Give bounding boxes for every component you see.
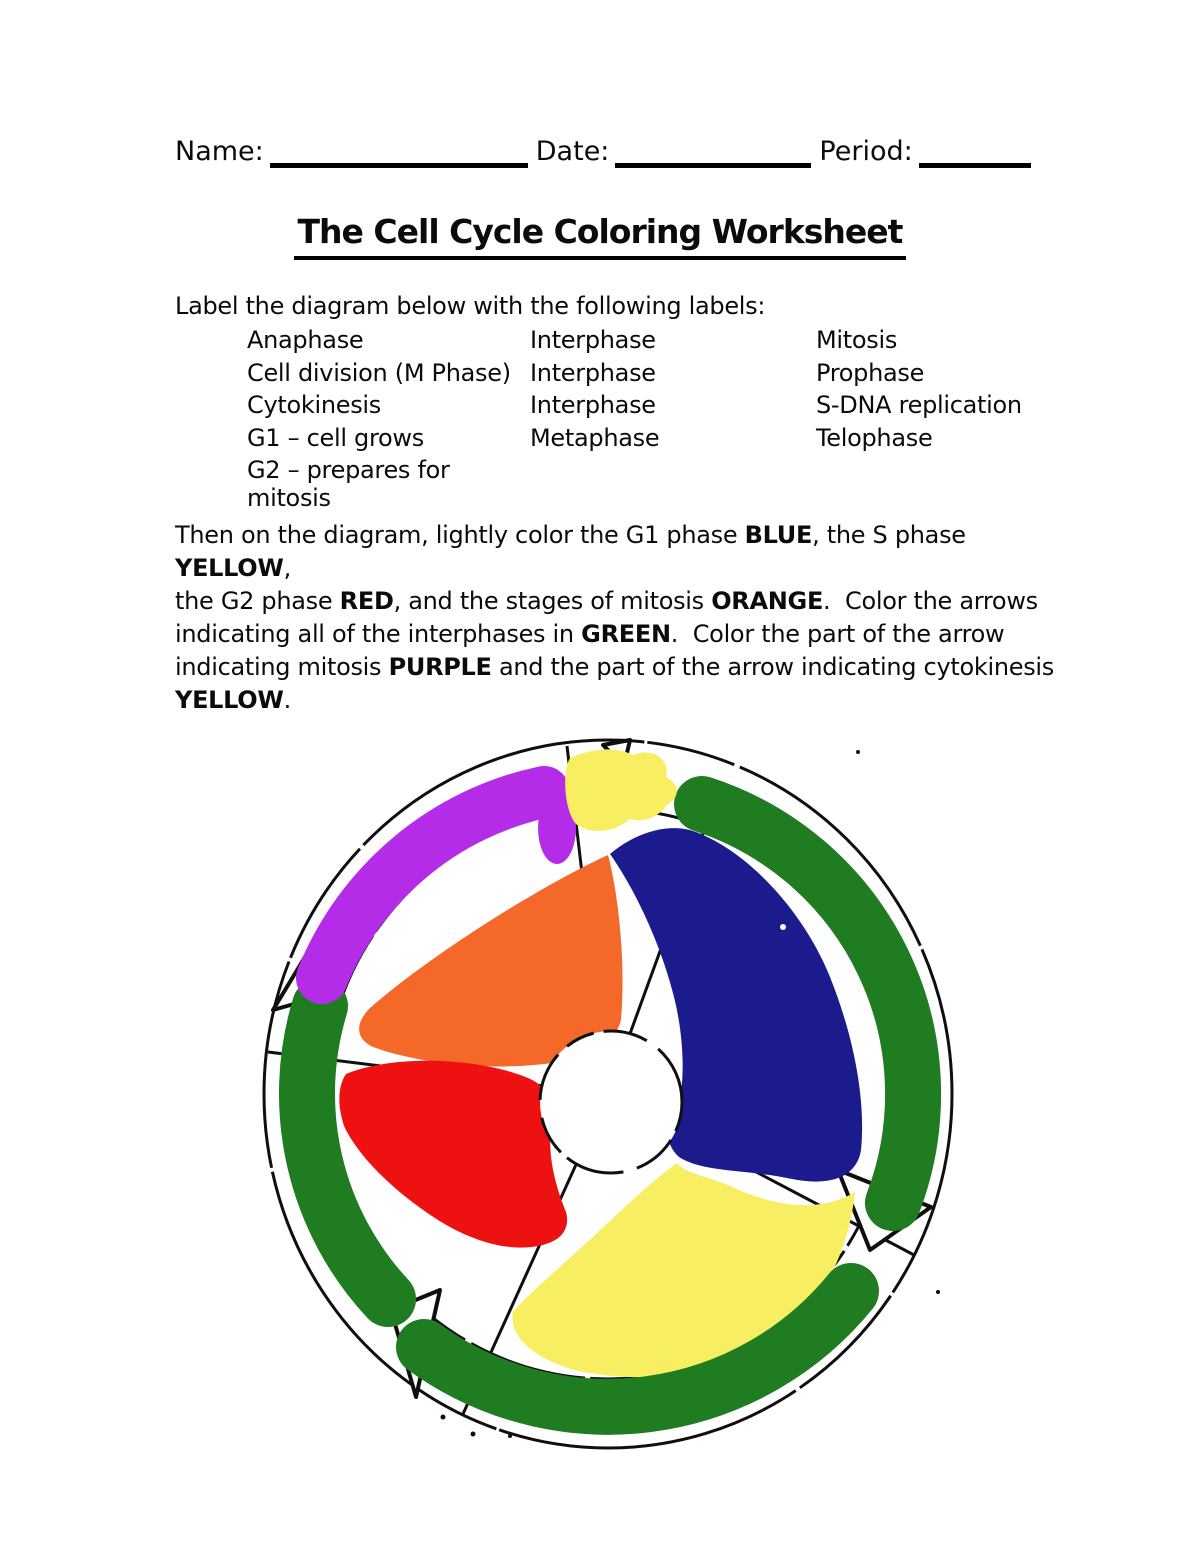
label-item: Telophase xyxy=(816,423,933,452)
period-blank[interactable] xyxy=(919,137,1031,168)
label-item: Anaphase xyxy=(247,326,364,354)
label-item: S-DNA replication xyxy=(816,391,1022,420)
header-fill-in-row xyxy=(175,136,1039,168)
instr-text: and the part of the arrow indicating cytokinesis xyxy=(491,653,1054,681)
instr-text: the G2 phase xyxy=(175,587,340,615)
instr-text: . Color the arrows xyxy=(823,587,1038,615)
name-blank[interactable] xyxy=(270,137,528,168)
coloring-instructions xyxy=(175,519,1075,717)
g2-phase-region xyxy=(339,1061,567,1248)
label-item: Interphase xyxy=(530,326,656,354)
page-title: The Cell Cycle Coloring Worksheet xyxy=(294,212,907,260)
label-item: Interphase xyxy=(530,358,656,387)
label-item: Metaphase xyxy=(530,423,660,452)
label-item: Interphase xyxy=(530,391,656,420)
instr-text: indicating mitosis xyxy=(175,653,389,681)
instr-bold-green: GREEN xyxy=(581,620,671,648)
period-label: Period: xyxy=(819,136,913,167)
instr-bold-orange: ORANGE xyxy=(711,587,824,615)
label-item: Cytokinesis xyxy=(247,391,381,420)
instr-text: . xyxy=(283,686,291,714)
date-label: Date: xyxy=(535,136,610,167)
label-item: Mitosis xyxy=(816,326,898,354)
instr-text: indicating all of the interphases in xyxy=(175,620,582,648)
label-item: Cell division (M Phase) xyxy=(247,358,511,387)
label-item: G2 – prepares for mitosis xyxy=(247,456,450,513)
label-item: Prophase xyxy=(816,358,925,387)
instr-text: Then on the diagram, lightly color the G1 phase xyxy=(175,521,745,549)
instr-bold-purple: PURPLE xyxy=(388,653,492,681)
instr-text: , the S phase xyxy=(812,521,974,549)
center-circle xyxy=(540,1031,682,1173)
cytokinesis-arrow-yellow xyxy=(565,749,677,831)
instr-text: , xyxy=(283,554,291,582)
instr-text: , and the stages of mitosis xyxy=(393,587,712,615)
instr-bold-blue: BLUE xyxy=(744,521,813,549)
instr-bold-yellow2: YELLOW xyxy=(175,686,284,714)
instr-text: . Color the part of the arrow xyxy=(670,620,1005,648)
pinhole-dot xyxy=(780,924,786,930)
instr-bold-yellow: YELLOW xyxy=(175,554,284,582)
title-row xyxy=(0,212,1200,260)
labels-grid xyxy=(247,326,1116,513)
labels-intro: Label the diagram below with the following labels: xyxy=(175,292,766,320)
instr-bold-red: RED xyxy=(339,587,394,615)
label-item: G1 – cell grows xyxy=(247,423,424,452)
date-blank[interactable] xyxy=(615,137,811,168)
name-label: Name: xyxy=(175,136,264,167)
cell-cycle-diagram xyxy=(258,722,958,1467)
